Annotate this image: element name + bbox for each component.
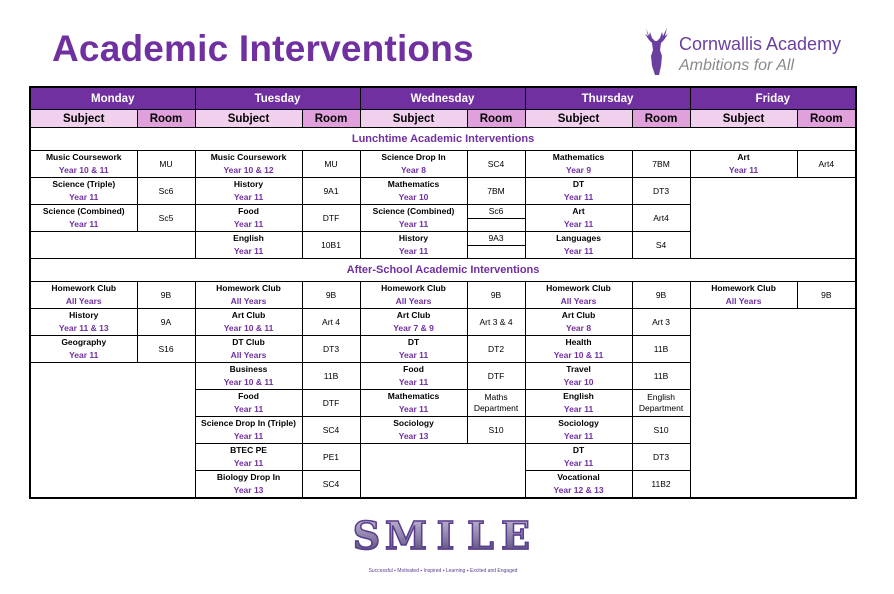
lunchtime-section-title: Lunchtime Academic Interventions xyxy=(30,128,856,151)
smile-letter: M xyxy=(384,512,428,558)
session-cell: Music Coursework Year 10 & 11 xyxy=(30,151,137,178)
room-cell: 9B xyxy=(632,282,690,309)
day-wednesday: Wednesday xyxy=(360,87,525,110)
session-cell: Homework Club All Years xyxy=(30,282,137,309)
room-cell: 11B2 xyxy=(632,471,690,499)
page-title: Academic Interventions xyxy=(52,28,474,69)
session-cell: English Year 11 xyxy=(525,390,632,417)
room-cell: MU xyxy=(302,151,360,178)
room-cell: 11B xyxy=(632,363,690,390)
school-logo xyxy=(642,26,862,78)
room-cell: S16 xyxy=(137,336,195,363)
room-cell: DT3 xyxy=(302,336,360,363)
room-cell: Art 3 & 4 xyxy=(467,309,525,336)
room-cell: S10 xyxy=(632,417,690,444)
empty-cell xyxy=(30,363,195,499)
session-cell: Homework Club All Years xyxy=(525,282,632,309)
room-cell: Art 3 xyxy=(632,309,690,336)
room-cell: DT3 xyxy=(632,178,690,205)
room-cell: 10B1 xyxy=(302,232,360,259)
room-header: Room xyxy=(467,110,525,128)
session-cell: Homework Club All Years xyxy=(690,282,797,309)
session-cell: Science (Combined) Year 11 xyxy=(360,205,467,232)
session-cell: Art Club Year 10 & 11 xyxy=(195,309,302,336)
subject-header: Subject xyxy=(30,110,137,128)
session-cell: Science Drop In Year 8 xyxy=(360,151,467,178)
room-cell: 7BM xyxy=(632,151,690,178)
session-cell: Travel Year 10 xyxy=(525,363,632,390)
session-cell: Sociology Year 13 xyxy=(360,417,467,444)
room-cell: S4 xyxy=(632,232,690,259)
session-cell: Mathematics Year 11 xyxy=(360,390,467,417)
session-cell: Art Year 11 xyxy=(525,205,632,232)
room-header: Room xyxy=(137,110,195,128)
table-row xyxy=(30,178,856,205)
school-name: Cornwallis Academy xyxy=(679,34,842,54)
empty-cell xyxy=(690,309,856,499)
room-cell: 9A1 xyxy=(302,178,360,205)
room-cell: 9A3 xyxy=(467,232,525,259)
room-cell: Sc6 xyxy=(137,178,195,205)
room-cell: English Department xyxy=(632,390,690,417)
room-cell: 11B xyxy=(632,336,690,363)
session-cell: Homework Club All Years xyxy=(360,282,467,309)
session-cell: Food Year 11 xyxy=(195,205,302,232)
day-header-row xyxy=(30,87,856,110)
session-cell: Business Year 10 & 11 xyxy=(195,363,302,390)
table-row xyxy=(30,282,856,309)
session-cell: DT Club All Years xyxy=(195,336,302,363)
room-cell: PE1 xyxy=(302,444,360,471)
room-cell: DTF xyxy=(467,363,525,390)
room-cell: Sc5 xyxy=(137,205,195,232)
room-cell: Art 4 xyxy=(302,309,360,336)
session-cell: Vocational Year 12 & 13 xyxy=(525,471,632,499)
session-cell: BTEC PE Year 11 xyxy=(195,444,302,471)
session-cell: Geography Year 11 xyxy=(30,336,137,363)
room-cell: 11B xyxy=(302,363,360,390)
room-header: Room xyxy=(302,110,360,128)
session-cell: Art Year 11 xyxy=(690,151,797,178)
smile-motto: Successful ▪ Motivated ▪ Inspired ▪ Learning ▪ Excited and Engaged xyxy=(368,568,518,574)
day-friday: Friday xyxy=(690,87,856,110)
school-tagline: Ambitions for All xyxy=(679,57,794,74)
smile-letter: E xyxy=(499,514,532,556)
room-cell: MU xyxy=(137,151,195,178)
session-cell: Music Coursework Year 10 & 12 xyxy=(195,151,302,178)
room-cell: DTF xyxy=(302,390,360,417)
session-cell: DT Year 11 xyxy=(360,336,467,363)
room-cell: Art4 xyxy=(797,151,856,178)
room-cell: 9A xyxy=(137,309,195,336)
session-cell: Homework Club All Years xyxy=(195,282,302,309)
session-cell: DT Year 11 xyxy=(525,444,632,471)
session-cell: DT Year 11 xyxy=(525,178,632,205)
session-cell: Mathematics Year 10 xyxy=(360,178,467,205)
subject-header: Subject xyxy=(690,110,797,128)
smile-letter: I xyxy=(429,514,462,556)
room-cell: SC4 xyxy=(302,471,360,499)
session-cell: History Year 11 xyxy=(360,232,467,259)
session-cell: Food Year 11 xyxy=(360,363,467,390)
smile-letters xyxy=(350,514,532,556)
room-cell: DTF xyxy=(302,205,360,232)
session-cell: Art Club Year 7 & 9 xyxy=(360,309,467,336)
table-row xyxy=(30,309,856,336)
interventions-timetable xyxy=(29,86,857,499)
afterschool-section-title: After-School Academic Interventions xyxy=(30,259,856,282)
day-tuesday: Tuesday xyxy=(195,87,360,110)
room-cell: Maths Department xyxy=(467,390,525,417)
empty-cell xyxy=(360,444,525,499)
session-cell: Science (Combined) Year 11 xyxy=(30,205,137,232)
room-cell: DT2 xyxy=(467,336,525,363)
stag-icon xyxy=(642,26,670,76)
subject-header: Subject xyxy=(360,110,467,128)
smile-letter: L xyxy=(464,514,497,556)
room-cell: DT3 xyxy=(632,444,690,471)
room-cell: Art4 xyxy=(632,205,690,232)
room-cell: 7BM xyxy=(467,178,525,205)
room-header: Room xyxy=(632,110,690,128)
subject-header: Subject xyxy=(195,110,302,128)
room-cell: 9B xyxy=(302,282,360,309)
column-header-row xyxy=(30,110,856,128)
session-cell: History Year 11 & 13 xyxy=(30,309,137,336)
day-monday: Monday xyxy=(30,87,195,110)
table-row xyxy=(30,151,856,178)
smile-letter: S xyxy=(350,514,383,556)
empty-cell xyxy=(30,232,195,259)
smile-banner xyxy=(350,512,532,574)
session-cell: Sociology Year 11 xyxy=(525,417,632,444)
session-cell: Languages Year 11 xyxy=(525,232,632,259)
room-cell: SC4 xyxy=(302,417,360,444)
room-cell: 9B xyxy=(467,282,525,309)
session-cell: Health Year 10 & 11 xyxy=(525,336,632,363)
session-cell: Biology Drop In Year 13 xyxy=(195,471,302,499)
room-cell: Sc6 xyxy=(467,205,525,232)
session-cell: Mathematics Year 9 xyxy=(525,151,632,178)
room-cell: 9B xyxy=(137,282,195,309)
session-cell: Science Drop In (Triple) Year 11 xyxy=(195,417,302,444)
session-cell: English Year 11 xyxy=(195,232,302,259)
day-thursday: Thursday xyxy=(525,87,690,110)
session-cell: History Year 11 xyxy=(195,178,302,205)
subject-header: Subject xyxy=(525,110,632,128)
session-cell: Art Club Year 8 xyxy=(525,309,632,336)
room-cell: SC4 xyxy=(467,151,525,178)
room-cell: 9B xyxy=(797,282,856,309)
room-cell: S10 xyxy=(467,417,525,444)
room-header: Room xyxy=(797,110,856,128)
empty-cell xyxy=(690,178,856,259)
session-cell: Science (Triple) Year 11 xyxy=(30,178,137,205)
session-cell: Food Year 11 xyxy=(195,390,302,417)
